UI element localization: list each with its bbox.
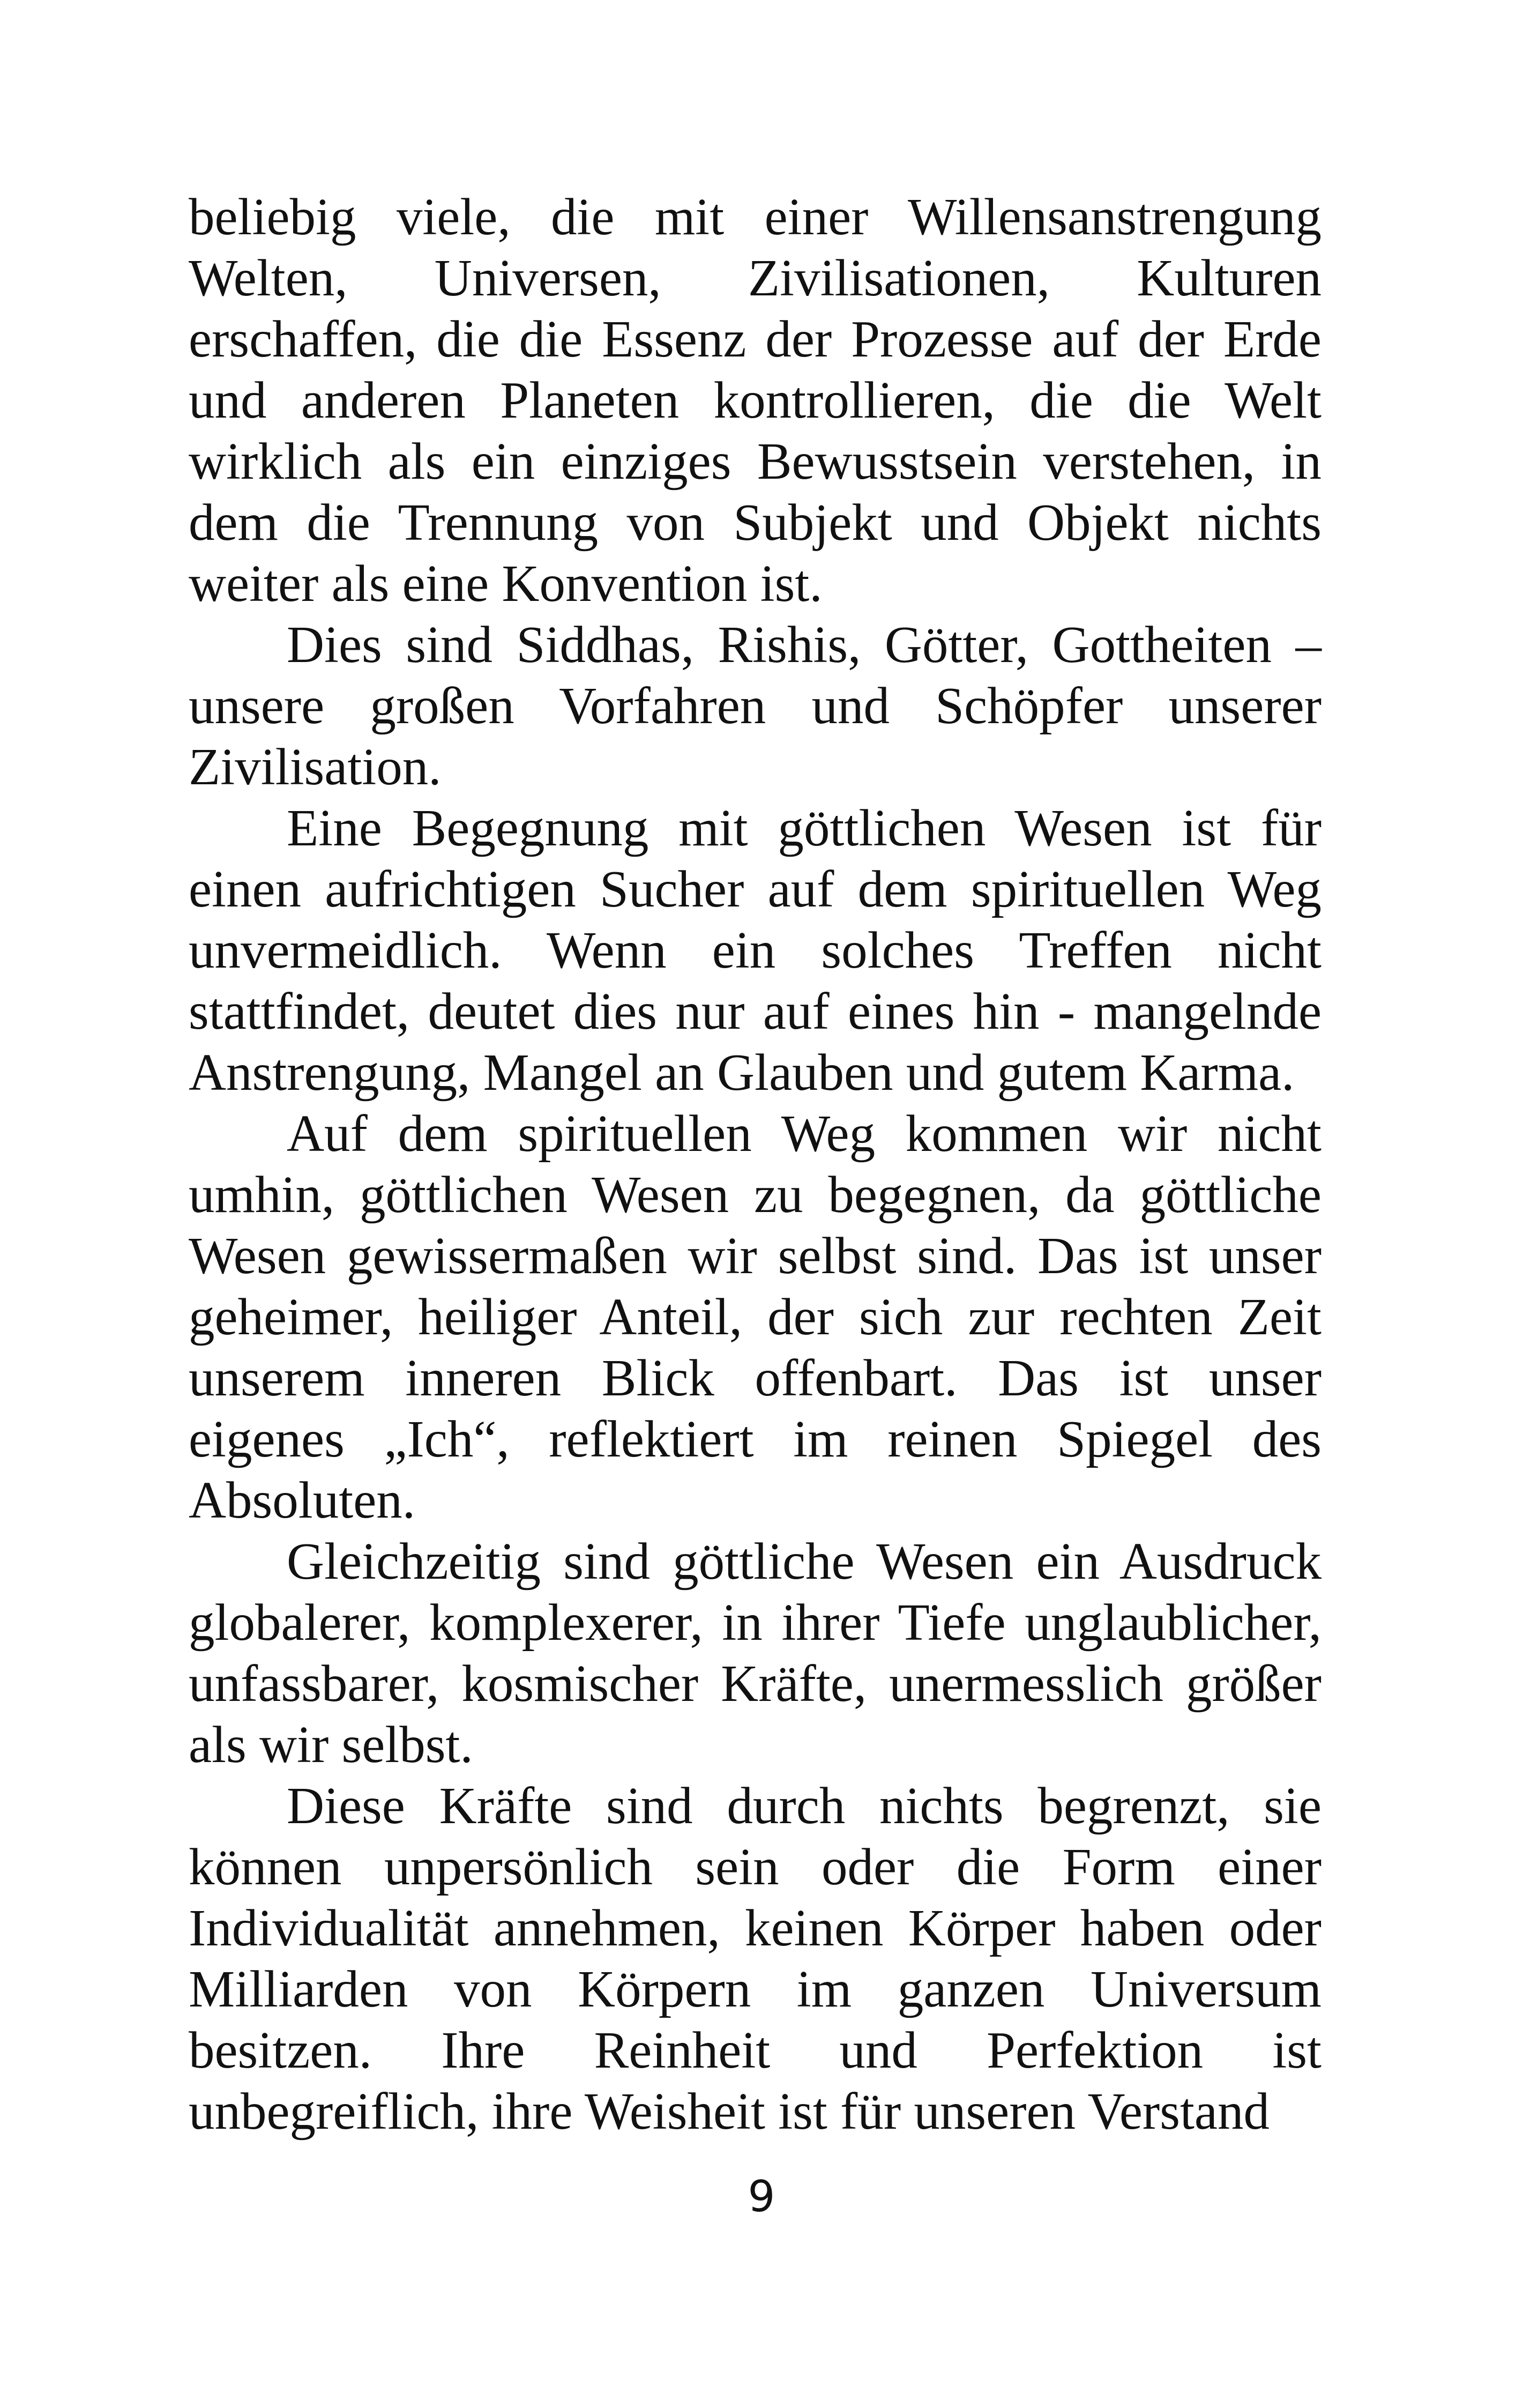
paragraph-5: Gleichzeitig sind göttliche Wesen ein Ausdruck globalerer, komplexerer, in ihrer Tiefe unglaublicher, unfassbarer, kosmischer Kräfte, unermesslich größer als wir selbst. xyxy=(189,1533,1322,1773)
paragraph-2: Dies sind Siddhas, Rishis, Götter, Gottheiten – unsere großen Vorfahren und Schöpfer unserer Zivilisation. xyxy=(189,616,1322,796)
paragraph-3: Eine Begegnung mit göttlichen Wesen ist für einen aufrichtigen Sucher auf dem spirituellen Weg unvermeidlich. Wenn ein solches Treffen nicht stattfindet, deutet dies nur auf eines hin - mangelnde Anstrengung, Mangel an Glauben und gutem Karma. xyxy=(189,799,1322,1101)
paragraph-6: Diese Kräfte sind durch nichts begrenzt, sie können unpersönlich sein oder die Form einer Individualität annehmen, keinen Körper haben oder Milliarden von Körpern im ganzen Universum besitzen. Ihre Reinheit und Perfektion ist unbegreiflich, ihre Weisheit ist für unseren Verstand xyxy=(189,1777,1322,2140)
paragraph-4: Auf dem spirituellen Weg kommen wir nicht umhin, göttlichen Wesen zu begegnen, da göttliche Wesen gewissermaßen wir selbst sind. Das ist unser geheimer, heiliger Anteil, der sich zur rechten Zeit unserem inneren Blick offenbart. Das ist unser eigenes „Ich“, reflektiert im reinen Spiegel des Absoluten. xyxy=(189,1105,1322,1529)
page-body xyxy=(189,187,1322,2142)
paragraph-1: beliebig viele, die mit einer Willensanstrengung Welten, Universen, Zivilisationen, Kulturen erschaffen, die die Essenz der Prozesse auf der Erde und anderen Planeten kontrollieren, die die Welt wirklich als ein einziges Bewusstsein verstehen, in dem die Trennung von Subjekt und Objekt nichts weiter als eine Konvention ist. xyxy=(189,188,1322,612)
page-number: 9 xyxy=(748,2172,775,2221)
